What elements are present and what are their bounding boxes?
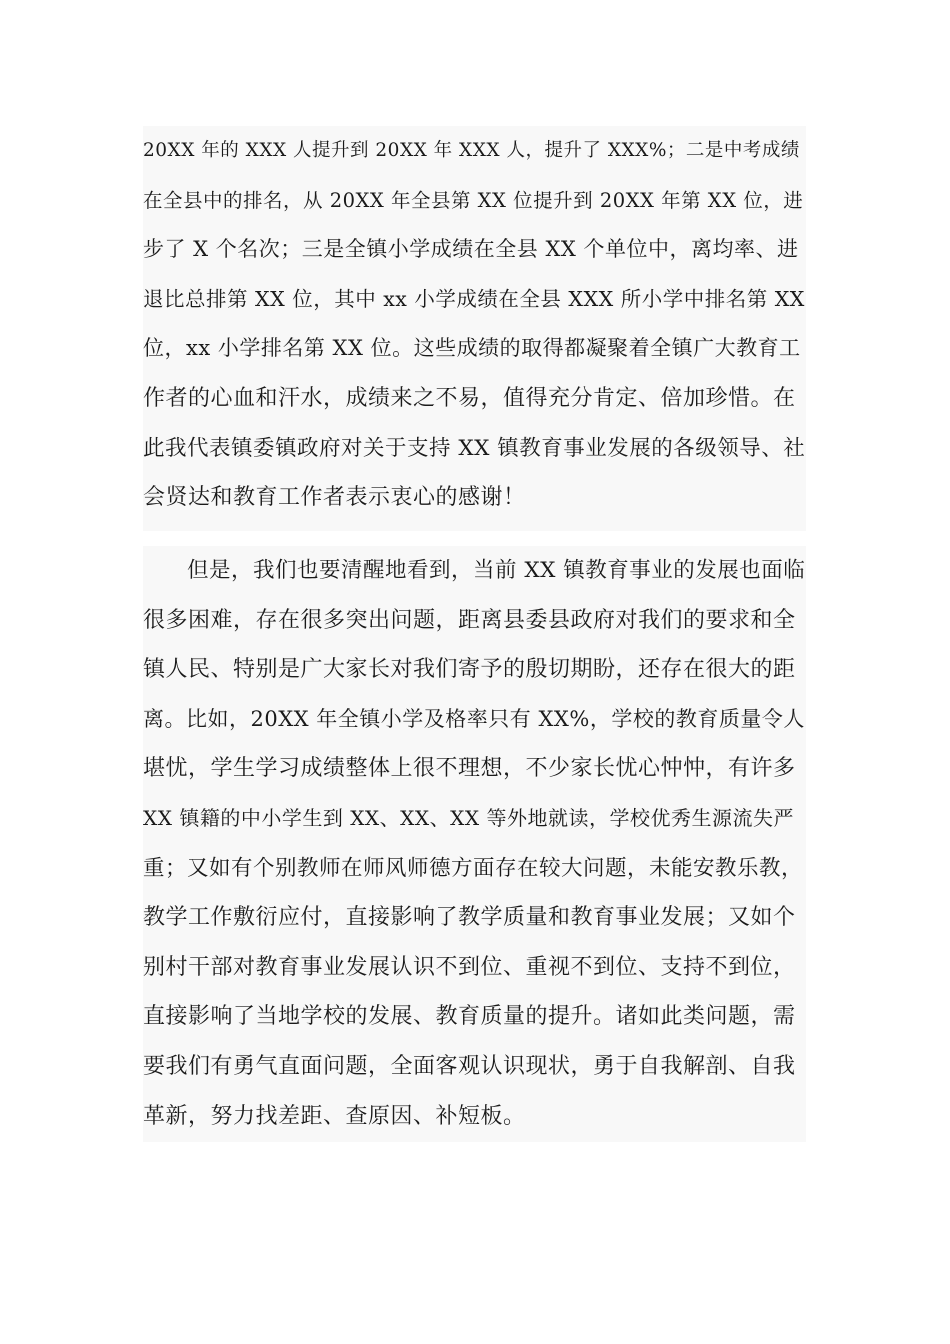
paragraph-line: 会贤达和教育工作者表示衷心的感谢！ xyxy=(143,485,526,511)
paragraph-1 xyxy=(143,126,806,531)
paragraph-line: 作者的心血和汗水，成绩来之不易，值得充分肯定、倍加珍惜。在 xyxy=(143,385,796,411)
paragraph-line: 20XX 年的 XXX 人提升到 20XX 年 XXX 人，提升了 XXX%；二是中考成绩 xyxy=(143,140,800,161)
paragraph-line: 教学工作敷衍应付，直接影响了教学质量和教育事业发展；又如个 xyxy=(143,905,796,931)
paragraph-line: 步了 X 个名次；三是全镇小学成绩在全县 XX 个单位中，离均率、进 xyxy=(143,237,799,262)
paragraph-line: 直接影响了当地学校的发展、教育质量的提升。诸如此类问题，需 xyxy=(143,1004,796,1030)
paragraph-line: 但是，我们也要清醒地看到，当前 XX 镇教育事业的发展也面临 xyxy=(187,558,806,583)
paragraph-2 xyxy=(143,546,806,1142)
paragraph-line: 位，xx 小学排名第 XX 位。这些成绩的取得都凝聚着全镇广大教育工 xyxy=(143,336,801,361)
paragraph-line: 堪忧，学生学习成绩整体上很不理想，不少家长忧心忡忡，有许多 xyxy=(143,756,796,782)
paragraph-line: 要我们有勇气直面问题，全面客观认识现状，勇于自我解剖、自我 xyxy=(143,1053,796,1079)
paragraph-line: 在全县中的排名，从 20XX 年全县第 XX 位提升到 20XX 年第 XX 位，进 xyxy=(143,188,804,212)
paragraph-line: XX 镇籍的中小学生到 XX、XX、XX 等外地就读，学校优秀生源流失严 xyxy=(143,805,794,830)
paragraph-line: 很多困难，存在很多突出问题，距离县委县政府对我们的要求和全 xyxy=(143,607,796,633)
paragraph-line: 镇人民、特别是广大家长对我们寄予的殷切期盼，还存在很大的距 xyxy=(143,657,796,683)
paragraph-line: 离。比如，20XX 年全镇小学及格率只有 XX%，学校的教育质量令人 xyxy=(143,706,805,731)
paragraph-line: 此我代表镇委镇政府对关于支持 XX 镇教育事业发展的各级领导、社 xyxy=(143,435,806,461)
paragraph-line: 别村干部对教育事业发展认识不到位、重视不到位、支持不到位， xyxy=(143,954,796,980)
paragraph-line: 退比总排第 XX 位，其中 xx 小学成绩在全县 XXX 所小学中排名第 XX xyxy=(143,286,805,311)
paragraph-line: 革新，努力找差距、查原因、补短板。 xyxy=(143,1103,526,1129)
paragraph-line: 重；又如有个别教师在师风师德方面存在较大问题，未能安教乐教， xyxy=(143,855,804,881)
